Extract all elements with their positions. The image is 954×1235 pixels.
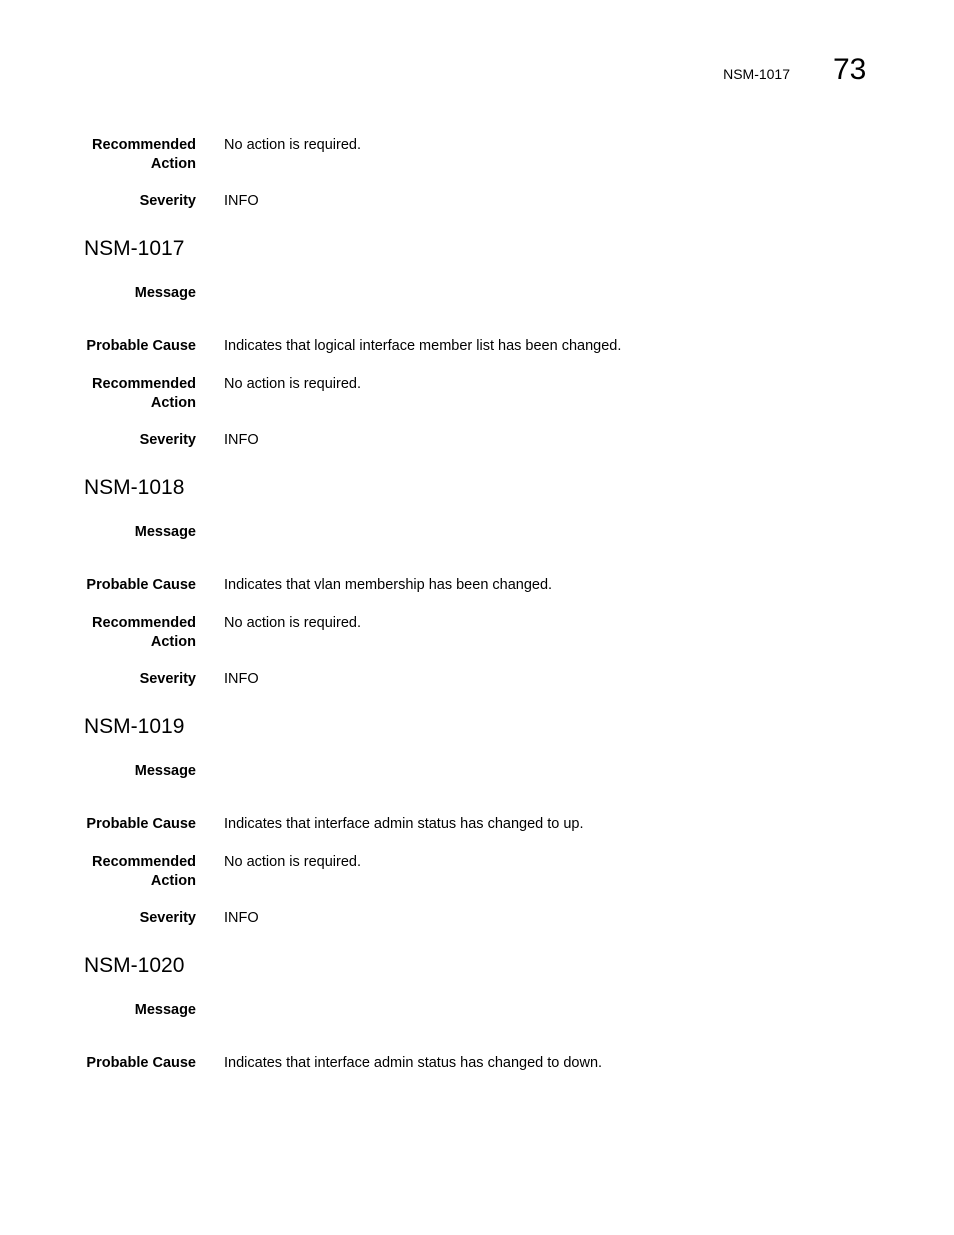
probable-cause-label: Probable Cause bbox=[86, 1055, 196, 1071]
severity-value: INFO bbox=[224, 432, 259, 448]
message-label: Message bbox=[134, 285, 196, 301]
recommended-action-label: Recommended Action bbox=[92, 854, 196, 889]
recommended-action-label: Recommended Action bbox=[92, 376, 196, 411]
probable-cause-value: Indicates that interface admin status has changed to up. bbox=[224, 816, 584, 832]
probable-cause-value: Indicates that interface admin status has changed to down. bbox=[224, 1055, 603, 1071]
entry-title: NSM-1018 bbox=[84, 476, 185, 499]
severity-label: Severity bbox=[139, 432, 196, 448]
message-label: Message bbox=[134, 1002, 196, 1018]
message-label: Message bbox=[134, 763, 196, 779]
severity-label: Severity bbox=[139, 193, 196, 209]
running-header-section: NSM-1017 bbox=[723, 66, 790, 82]
recommended-action-label: Recommended Action bbox=[92, 137, 196, 172]
recommended-action-value: No action is required. bbox=[224, 376, 362, 392]
probable-cause-label: Probable Cause bbox=[86, 816, 196, 832]
probable-cause-value: Indicates that logical interface member list has been changed. bbox=[224, 338, 622, 354]
entry-title: NSM-1020 bbox=[84, 954, 185, 977]
recommended-action-value: No action is required. bbox=[224, 137, 362, 153]
recommended-action-label: Recommended Action bbox=[92, 615, 196, 650]
probable-cause-label: Probable Cause bbox=[86, 338, 196, 354]
chapter-number: 73 bbox=[833, 53, 867, 86]
probable-cause-value: Indicates that vlan membership has been changed. bbox=[224, 577, 553, 593]
message-label: Message bbox=[134, 524, 196, 540]
severity-value: INFO bbox=[224, 671, 259, 687]
recommended-action-value: No action is required. bbox=[224, 615, 362, 631]
probable-cause-label: Probable Cause bbox=[86, 577, 196, 593]
entry-title: NSM-1017 bbox=[84, 237, 185, 260]
severity-label: Severity bbox=[139, 910, 196, 926]
severity-label: Severity bbox=[139, 671, 196, 687]
entry-title: NSM-1019 bbox=[84, 715, 185, 738]
severity-value: INFO bbox=[224, 193, 259, 209]
severity-value: INFO bbox=[224, 910, 259, 926]
recommended-action-value: No action is required. bbox=[224, 854, 362, 870]
